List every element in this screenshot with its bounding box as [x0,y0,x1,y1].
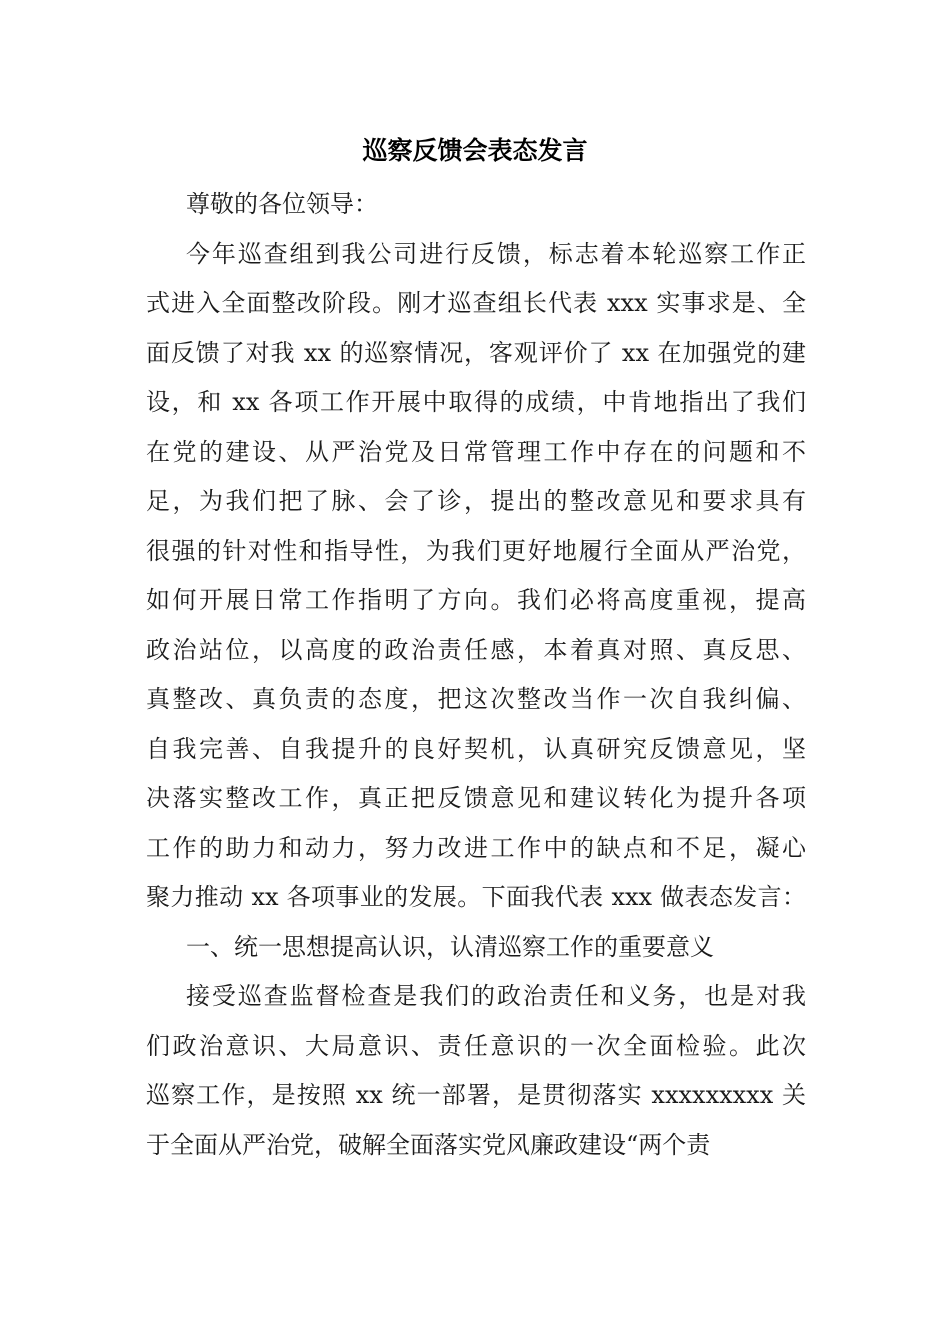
document-title: 巡察反馈会表态发言 [362,136,588,165]
body-line: 一、统一思想提高认识，认清巡察工作的重要意义 [186,932,714,961]
body-line: 巡察工作，是按照 xx 统一部署，是贯彻落实 xxxxxxxxx 关 [146,1081,806,1109]
body-line: 工作的助力和动力，努力改进工作中的缺点和不足，凝心 [146,833,806,862]
body-line: 接受巡查监督检查是我们的政治责任和义务，也是对我 [186,982,806,1010]
body-line: 足，为我们把了脉、会了诊，提出的整改意见和要求具有 [146,487,806,515]
body-line: 在党的建设、从严治党及日常管理工作中存在的问题和不 [146,437,806,466]
body-line: 们政治意识、大局意识、责任意识的一次全面检验。此次 [146,1031,806,1060]
body-line: 自我完善、自我提升的良好契机，认真研究反馈意见，坚 [146,734,806,763]
body-line: 真整改、真负责的态度，把这次整改当作一次自我纠偏、 [146,685,806,713]
body-line: 决落实整改工作，真正把反馈意见和建议转化为提升各项 [146,784,806,812]
body-line: 今年巡查组到我公司进行反馈，标志着本轮巡察工作正 [186,239,806,268]
body-line: 聚力推动 xx 各项事业的发展。下面我代表 xxx 做表态发言： [146,883,806,911]
body-line: 于全面从严治党，破解全面落实党风廉政建设“两个责 [146,1130,711,1159]
body-line: 面反馈了对我 xx 的巡察情况，客观评价了 xx 在加强党的建 [146,338,806,367]
document-body [146,180,806,1170]
body-line: 如何开展日常工作指明了方向。我们必将高度重视，提高 [146,586,806,614]
body-line: 很强的针对性和指导性，为我们更好地履行全面从严治党， [146,536,806,565]
body-line: 尊敬的各位领导： [186,190,378,218]
body-line: 式进入全面整改阶段。刚才巡查组长代表 xxx 实事求是、全 [146,289,806,317]
body-line: 设，和 xx 各项工作开展中取得的成绩，中肯地指出了我们 [146,388,806,416]
body-line: 政治站位，以高度的政治责任感，本着真对照、真反思、 [146,635,806,664]
